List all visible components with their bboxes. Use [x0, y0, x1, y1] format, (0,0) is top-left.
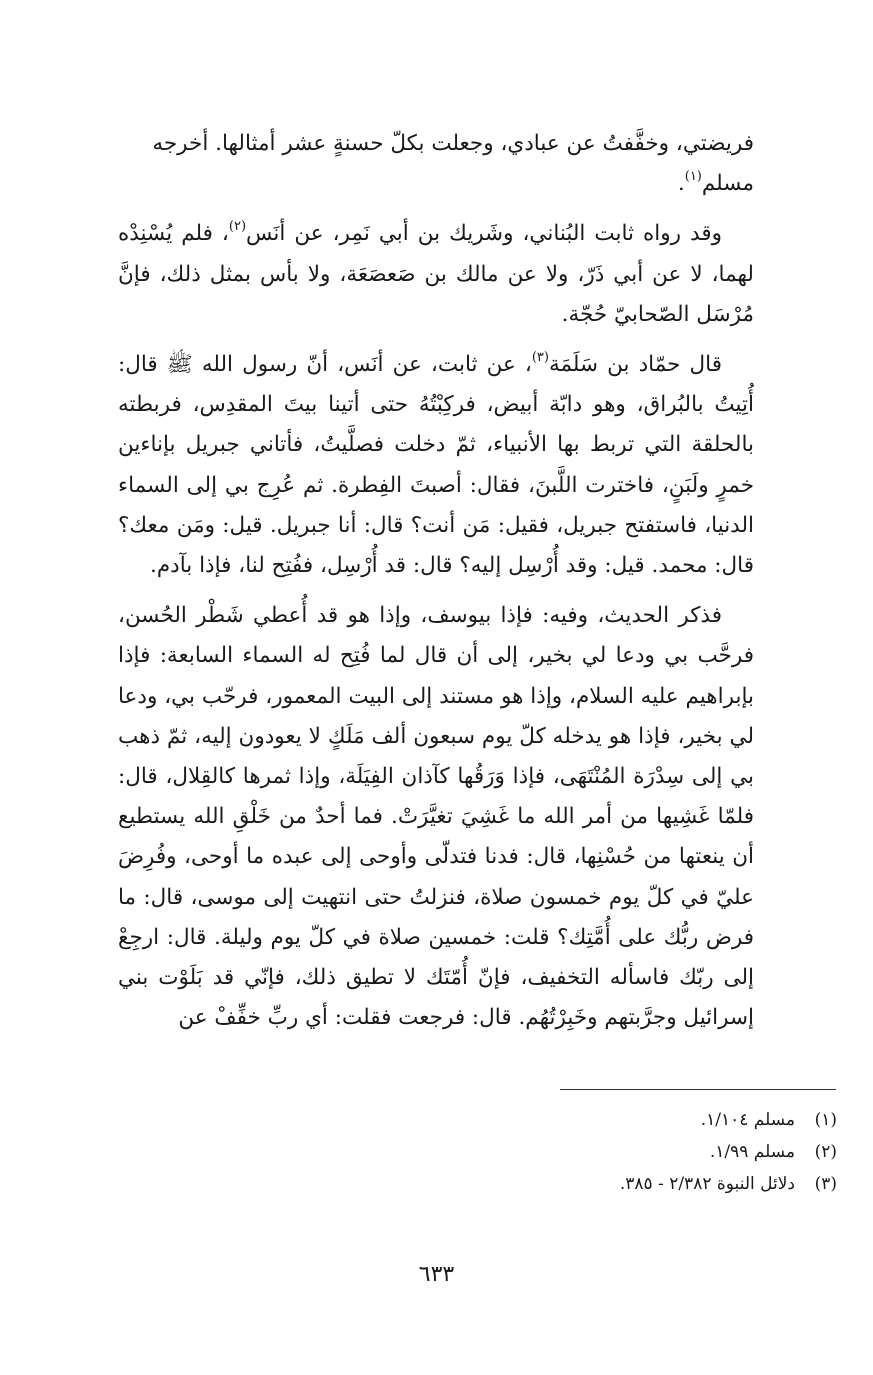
paragraph-1 — [118, 124, 754, 204]
paragraph-4: فذكر الحديث، وفيه: فإذا بيوسف، وإذا هو قد أُعطي شَطْر الحُسن، فرحَّب بي ودعا لي بخير، إلى أن قال لما فُتِح له السماء السابعة: فإذا بإبراهيم عليه السلام، وإذا هو مستند إلى البيت المعمور، فرحّب بي، ودعا لي بخير، فإذا هو يدخله كلّ يوم سبعون ألف مَلَكٍ لا يعودون إليه، ثمّ ذهب بي إلى سِدْرَة المُنْتَهَى، فإذا وَرَقُها كآذان الفِيَلَة، وإذا ثمرها كالقِلال، قال: فلمّا غَشِيها من أمر الله ما غَشِيَ تغيَّرَتْ. فما أحدٌ من خَلْقِ الله يستطيع أن ينعتها من حُسْنِها، قال: فدنا فتدلّى وأوحى إلى عبده ما أوحى، وفُرِضَ عليّ في كلّ يوم خمسون صلاة، فنزلتُ حتى انتهيت إلى موسى، قال: ما فرض ربُّك على أُمَّتِك؟ قلت: خمسين صلاة في كلّ يوم وليلة. قال: ارجِعْ إلى ربّك فاسأله التخفيف، فإنّ أُمّتَك لا تطيق ذلك، فإنّي قد بَلَوْت بني إسرائيل وجرَّبتهم وخَبِرْتُهُم. قال: فرجعت فقلت: أي ربِّ خفِّفْ عن — [118, 603, 754, 1031]
paragraph-2-part-1: وقد رواه ثابت البُناني، وشَريك بن أبي نَمِر، عن أنَس — [246, 221, 722, 247]
page-number: ٦٣٣ — [418, 1262, 455, 1287]
paragraph-3 — [118, 345, 754, 586]
paragraph-1-line-2: مسلم — [701, 171, 754, 197]
footnote-ref-1: (١) — [684, 169, 702, 185]
footnote-3 — [337, 1168, 837, 1200]
paragraph-3-part-2: ، عن ثابت، عن أنَس، أنّ رسول الله ﷺ قال: أُتِيتُ بالبُراق، وهو دابّة أبيض، فركِبْتُهُ حتى أتينا بيتَ المقدِس، فربطته بالحلقة التي تربط بها الأنبياء، ثمّ دخلت فصلَّيتُ، فأتاني جبريل بإناءين خمرٍ ولَبَنٍ، فاخترت اللَّبنَ، فقال: أصبتَ الفِطرة. ثم عُرِج بي إلى السماء الدنيا، فاستفتح جبريل، فقيل: مَن أنت؟ قال: أنا جبريل. قيل: ومَن معك؟ قال: محمد. قيل: وقد أُرْسِل إليه؟ قال: قد أُرْسِل، ففُتِح لنا، فإذا بآدم. — [118, 352, 754, 579]
footnote-separator — [560, 1089, 836, 1090]
footnote-text: مسلم ١/١٠٤. — [700, 1110, 795, 1130]
footnote-text: مسلم ١/٩٩. — [709, 1142, 795, 1162]
paragraph-1-end: . — [677, 171, 685, 197]
footnote-text: دلائل النبوة ٢/٣٨٢ - ٣٨٥. — [619, 1174, 795, 1194]
footnote-mark: (١) — [814, 1110, 837, 1130]
footnote-ref-2: (٢) — [228, 219, 247, 235]
footnote-ref-3: (٣) — [531, 350, 549, 366]
footnote-mark: (٢) — [814, 1142, 837, 1162]
paragraph-2 — [118, 214, 754, 335]
paragraph-1-line-1: فريضتي، وخفَّفتُ عن عبادي، وجعلت بكلّ حسنةٍ عشر أمثالها. أخرجه — [152, 131, 754, 156]
paragraph-3-part-1: قال حمّاد بن سَلَمَة — [548, 352, 722, 378]
main-text — [118, 124, 754, 1038]
footnotes — [337, 1104, 837, 1200]
paragraph-2-part-2: ، فلم يُسْنِدْه لهما، لا عن أبي ذَرّ، ولا عن مالك بن صَعصَعَة، ولا بأس بمثل ذلك، فإنَّ مُرْسَل الصّحابيّ حُجّة. — [118, 221, 754, 327]
footnote-mark: (٣) — [814, 1174, 837, 1194]
footnote-2 — [337, 1136, 837, 1168]
footnote-1 — [337, 1104, 837, 1136]
